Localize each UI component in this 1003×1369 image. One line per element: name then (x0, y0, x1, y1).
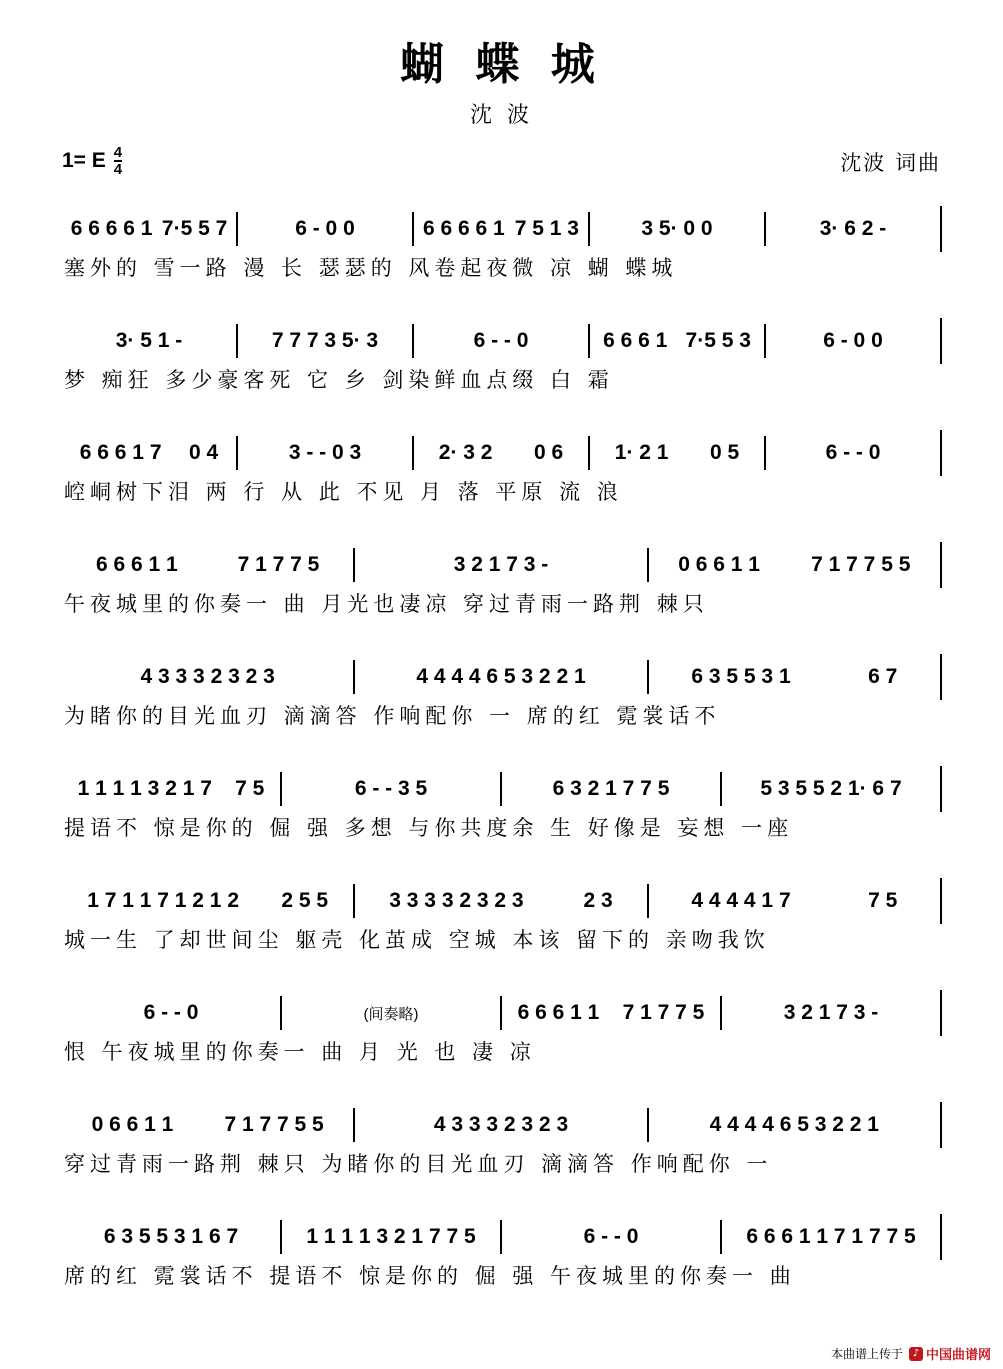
measure (500, 1220, 720, 1254)
lyric-line: 塞外的 雪一路 漫 长 瑟瑟的 风卷起夜微 凉 蝴 蝶城 (64, 256, 678, 280)
measure (62, 660, 353, 694)
composer-credit: 沈波 词曲 (840, 151, 941, 175)
footer (831, 1344, 991, 1363)
note-group: 4 4 4 4 1 7 (691, 889, 791, 912)
note-group: 6 7 (868, 665, 898, 688)
measure (720, 1220, 940, 1254)
note-group: 3 3 3 3 2 3 2 3 (389, 889, 524, 912)
note-group: 6 - - 0 (143, 1001, 199, 1024)
notation-line (62, 1214, 942, 1260)
note-group: 6 6 6 1 (603, 329, 668, 352)
note-group: 6 6 6 6 1 (423, 217, 505, 240)
score-row (62, 430, 942, 510)
note-group: 4 4 4 4 6 5 3 2 2 1 (416, 665, 586, 688)
score-row (62, 990, 942, 1070)
measure (588, 436, 764, 470)
note-group: 6 - - 3 5 (354, 777, 428, 800)
measure (647, 1108, 940, 1142)
note-group: 6 6 6 1 1 (517, 1001, 600, 1024)
measure (280, 1220, 500, 1254)
notation-line (62, 206, 942, 252)
note-group: 0 6 6 1 1 (678, 553, 760, 576)
notation-line (62, 878, 942, 924)
notation-line (62, 990, 942, 1036)
site-name: 中国曲谱网 (925, 1348, 991, 1363)
notation-line (62, 430, 942, 476)
measure (62, 212, 236, 246)
note-group: 0 4 (189, 441, 219, 464)
measure (588, 212, 764, 246)
notation-line (62, 1102, 942, 1148)
note-group: 5 3 5 5 2 1· 6 7 (760, 777, 902, 800)
measure (647, 884, 940, 918)
note-group: 7·5 5 7 (161, 217, 228, 240)
measure (236, 212, 412, 246)
note-group: 3· 6 2 - (819, 217, 887, 240)
note-group: 7 5 (868, 889, 898, 912)
note-group: 0 6 6 1 1 (91, 1113, 174, 1136)
measure (62, 548, 353, 582)
song-subtitle: 沈 波 (470, 103, 533, 128)
score-row (62, 766, 942, 846)
measure (62, 772, 280, 806)
note-group: 7 1 7 7 5 (622, 1001, 705, 1024)
note-group: (间奏略) (363, 1005, 419, 1023)
lyric-line: 为睹你的目光血刃 滴滴答 作响配你 一 席的红 霓裳话不 (64, 704, 721, 728)
lyric-line: 梦 痴狂 多少豪客死 它 乡 剑染鲜血点缀 白 霜 (64, 368, 614, 392)
measure (62, 436, 236, 470)
measure (764, 212, 940, 246)
note-group: 1 1 1 1 3 2 1 7 7 5 (306, 1225, 476, 1248)
measure (62, 1108, 353, 1142)
note-group: 1· 2 1 (614, 441, 669, 464)
measure (353, 548, 646, 582)
measure (720, 772, 940, 806)
note-group: 6 - - 0 (583, 1225, 639, 1248)
score-row (62, 1214, 942, 1294)
lyric-line: 席的红 霓裳话不 提语不 惊是你的 倔 强 午夜城里的你奏一 曲 (64, 1264, 796, 1288)
measure (236, 324, 412, 358)
note-group: 7 1 7 7 5 5 (811, 553, 911, 576)
measure (280, 772, 500, 806)
measure (500, 772, 720, 806)
note-group: 6 - - 0 (825, 441, 881, 464)
time-numerator: 4 (113, 144, 123, 161)
note-group: 1 7 1 1 7 1 2 1 2 (87, 889, 239, 912)
note-group: 3 2 1 7 3 - (783, 1001, 879, 1024)
measure (647, 660, 940, 694)
measure (500, 996, 720, 1030)
note-group: 4 3 3 3 2 3 2 3 (140, 665, 275, 688)
note-group: 4 4 4 4 6 5 3 2 2 1 (709, 1113, 879, 1136)
time-denominator: 4 (113, 161, 123, 178)
measure (764, 436, 940, 470)
note-group: 6 - 0 0 (823, 329, 883, 352)
note-group: 6 6 6 1 1 7 1 7 7 5 (746, 1225, 916, 1248)
lyric-line: 城一生 了却世间尘 躯壳 化茧成 空城 本该 留下的 亲吻我饮 (64, 928, 770, 952)
note-group: 6 3 5 5 3 1 (691, 665, 791, 688)
note-group: 2 5 5 (281, 889, 329, 912)
measure (412, 324, 588, 358)
measure (720, 996, 940, 1030)
notation-line (62, 318, 942, 364)
lyric-line: 提语不 惊是你的 倔 强 多想 与你共度余 生 好像是 妄想 一座 (64, 816, 794, 840)
score-row (62, 654, 942, 734)
note-group: 6 - 0 0 (295, 217, 355, 240)
measure (62, 996, 280, 1030)
score-row (62, 318, 942, 398)
note-group: 6 3 2 1 7 7 5 (552, 777, 670, 800)
footer-text: 本曲谱上传于 (830, 1347, 903, 1361)
measure (62, 324, 236, 358)
measure (764, 324, 940, 358)
lyric-line: 午夜城里的你奏一 曲 月光也凄凉 穿过青雨一路荆 棘只 (64, 592, 709, 616)
lyric-line: 崆峒树下泪 两 行 从 此 不见 月 落 平原 流 浪 (64, 480, 623, 504)
note-group: 2· 3 2 (438, 441, 493, 464)
score-row (62, 878, 942, 958)
lyric-line: 穿过青雨一路荆 棘只 为睹你的目光血刃 滴滴答 作响配你 一 (64, 1152, 773, 1176)
note-group: 7 5 1 3 (514, 217, 579, 240)
note-group: 7 1 7 7 5 (237, 553, 320, 576)
score-row (62, 542, 942, 622)
measure (412, 212, 588, 246)
note-group: 6 - - 0 (473, 329, 529, 352)
measure (62, 884, 353, 918)
note-group: 6 6 6 1 1 (95, 553, 178, 576)
time-signature (114, 145, 122, 177)
notation-line (62, 766, 942, 812)
measure (412, 436, 588, 470)
note-group: 6 6 6 6 1 (70, 217, 153, 240)
measure (236, 436, 412, 470)
note-group: 6 3 5 5 3 1 6 7 (103, 1225, 239, 1248)
measure (353, 884, 646, 918)
song-title: 蝴 蝶 城 (400, 39, 603, 90)
notation-line (62, 654, 942, 700)
note-group: 6 6 6 1 7 (79, 441, 162, 464)
measure (62, 1220, 280, 1254)
note-group: 7·5 5 3 (685, 329, 751, 352)
score-row (62, 1102, 942, 1182)
score-row (62, 206, 942, 286)
note-group: 3· 5 1 - (115, 329, 183, 352)
note-group: 4 3 3 3 2 3 2 3 (433, 1113, 569, 1136)
note-group: 7 1 7 7 5 5 (224, 1113, 324, 1136)
note-group: 7 7 7 3 5· 3 (271, 329, 379, 352)
note-group: 0 6 (534, 441, 564, 464)
measure (353, 1108, 646, 1142)
measure (588, 324, 764, 358)
site-logo (909, 1344, 991, 1363)
note-group: 3 - - 0 3 (288, 441, 362, 464)
note-group: 0 5 (710, 441, 740, 464)
note-group: 2 3 (583, 889, 613, 912)
note-group: 1 1 1 1 3 2 1 7 (77, 777, 212, 800)
note-group: 3 2 1 7 3 - (453, 553, 549, 576)
measure (280, 996, 500, 1030)
key-signature (62, 145, 122, 177)
note-group: 3 5· 0 0 (641, 217, 713, 240)
key-label: 1= E (62, 149, 106, 172)
note-group: 7 5 (235, 777, 265, 800)
measure (353, 660, 646, 694)
logo-icon: ♪ (909, 1347, 923, 1361)
lyric-line: 恨 午夜城里的你奏一 曲 月 光 也 凄 凉 (64, 1040, 536, 1064)
notation-line (62, 542, 942, 588)
measure (647, 548, 940, 582)
